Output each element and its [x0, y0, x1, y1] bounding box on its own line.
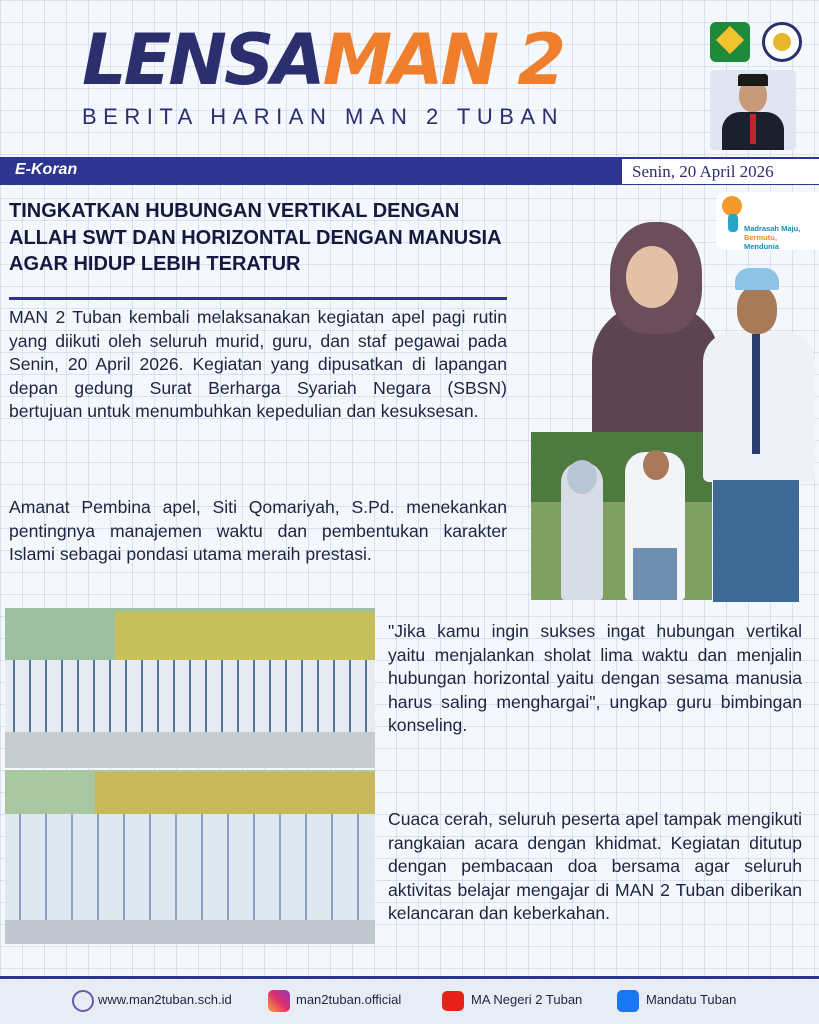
footer-divider	[0, 976, 819, 979]
newspaper-logo	[82, 20, 563, 100]
motto-logo-figure-icon	[728, 214, 738, 232]
facebook-link[interactable]: Mandatu Tuban	[646, 992, 737, 1007]
edition-label: E-Koran	[15, 161, 78, 178]
motto-line-2: Bermutu,	[744, 233, 777, 242]
students-duo-photo	[531, 432, 712, 600]
facebook-icon	[617, 990, 639, 1012]
publication-date: Senin, 20 April 2026	[632, 162, 774, 181]
website-link[interactable]: www.man2tuban.sch.id	[98, 992, 232, 1007]
motto-line-1: Madrasah Maju,	[744, 224, 801, 233]
motto-logo-icon	[722, 196, 742, 216]
youtube-icon	[442, 991, 464, 1011]
headline-divider	[9, 297, 507, 300]
logo-lensa: LENSA	[82, 19, 323, 101]
instagram-link[interactable]: man2tuban.official	[296, 992, 402, 1007]
kemenag-emblem-icon	[710, 22, 750, 62]
student-photo	[697, 262, 819, 602]
school-emblem-icon	[762, 22, 802, 62]
article-paragraph-4: Cuaca cerah, seluruh peserta apel tampak mengikuti rangkaian acara dengan khidmat. Kegiatan ditutup dengan pembacaan doa bersama agar seluruh aktivitas belajar mengajar di MAN 2 Tuban diberikan kelancaran dan keberkahan.	[388, 809, 802, 923]
instagram-icon	[268, 990, 290, 1012]
logo-man2: MAN 2	[322, 19, 564, 101]
female-students-assembly-photo	[5, 770, 375, 944]
headline-line-3: AGAR HIDUP LEBIH TERATUR	[9, 253, 301, 275]
motto-line-3: Mendunia	[744, 242, 779, 251]
article-paragraph-2: Amanat Pembina apel, Siti Qomariyah, S.Pd. menekankan pentingnya manajemen waktu dan pembentukan karakter Islami sebagai pondasi utama meraih prestasi.	[9, 497, 507, 564]
headline-line-2: ALLAH SWT DAN HORIZONTAL DENGAN MANUSIA	[9, 226, 502, 249]
article-paragraph-1: MAN 2 Tuban kembali melaksanakan kegiatan apel pagi rutin yang diikuti oleh seluruh murid, guru, dan staf pegawai pada Senin, 20 April 2026. Kegiatan yang dipusatkan di lapangan depan gedung Surat Berharga Syariah Negara (SBSN) bertujuan untuk menumbuhkan kepedulian dan kesuksesan.	[9, 307, 507, 421]
motto-text	[744, 224, 818, 251]
youtube-link[interactable]: MA Negeri 2 Tuban	[471, 992, 583, 1007]
male-students-assembly-photo	[5, 608, 375, 768]
principal-photo	[710, 70, 796, 150]
article-headline	[9, 198, 569, 278]
article-paragraph-3: "Jika kamu ingin sukses ingat hubungan vertikal yaitu menjalankan sholat lima waktu dan menjalin hubungan horizontal yaitu dengan sesama manusia harus saling menghargai", ungkap guru bimbingan konseling.	[388, 621, 802, 735]
headline-line-1: TINGKATKAN HUBUNGAN VERTIKAL DENGAN	[9, 200, 460, 222]
globe-icon	[72, 990, 94, 1012]
tagline: BERITA HARIAN MAN 2 TUBAN	[82, 104, 564, 129]
